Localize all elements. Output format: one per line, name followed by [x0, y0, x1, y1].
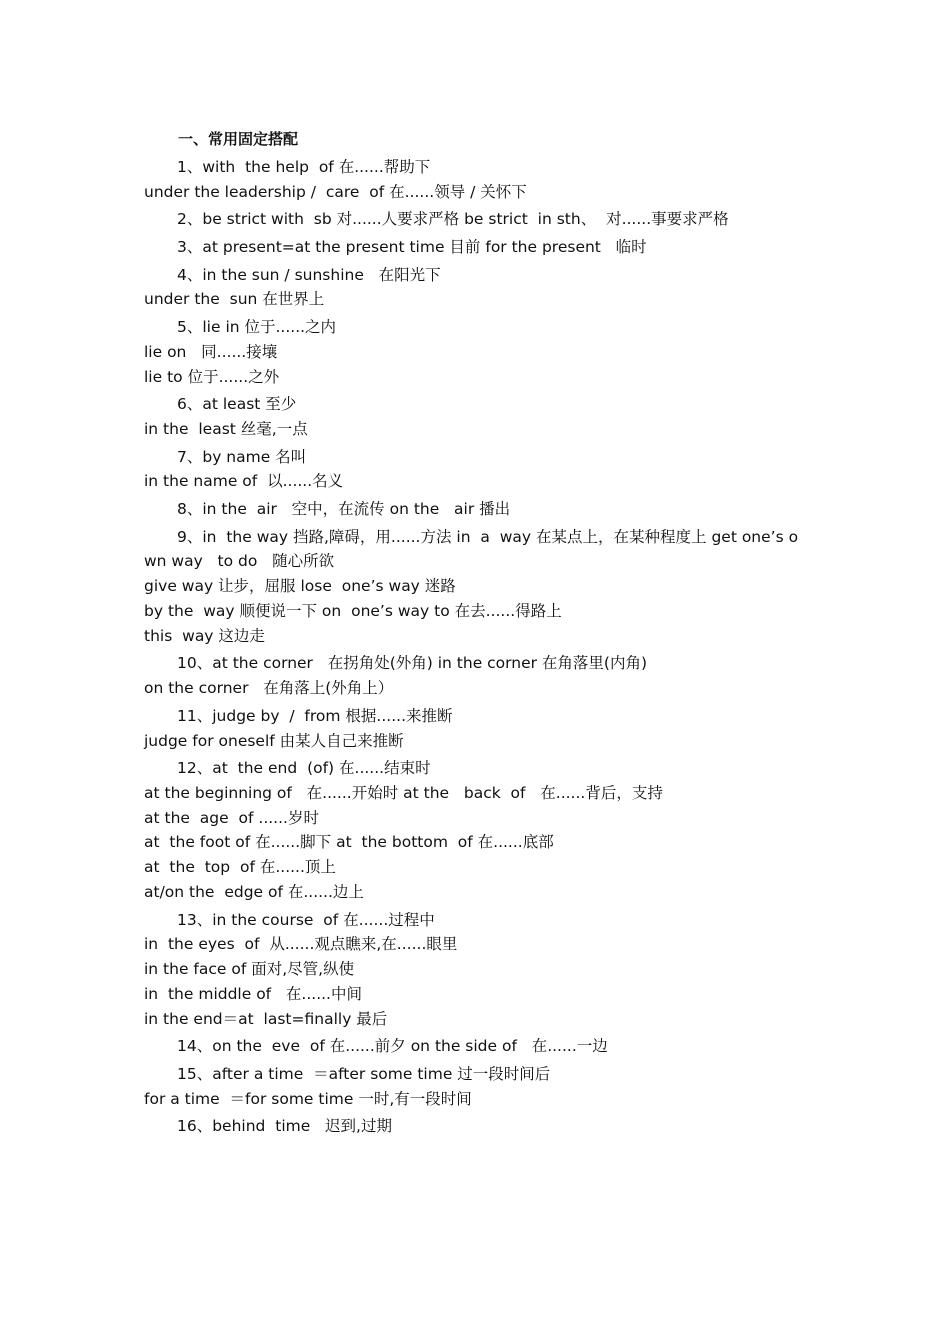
phrase-line: 16、behind time 迟到,过期 [177, 1117, 392, 1136]
phrase-line: 10、at the corner 在拐角处(外角) in the corner 在角落里(内角) [177, 654, 648, 673]
phrase-line: for a time ＝for some time 一时,有一段时间 [144, 1089, 472, 1108]
phrase-line: at/on the edge of 在......边上 [144, 883, 364, 902]
phrase-line: 5、lie in 位于......之内 [177, 317, 337, 336]
phrase-line: 3、at present=at the present time 目前 for the present 临时 [177, 237, 647, 256]
phrase-line: 9、in the way 挡路,障碍，用......方法 in a way 在某点上，在某种程度上 get one’s own way to do 随心所欲 [144, 527, 799, 571]
phrase-line: 12、at the end (of) 在......结束时 [177, 759, 431, 778]
phrase-line: at the top of 在......顶上 [144, 858, 336, 877]
phrase-line: in the face of 面对,尽管,纵使 [144, 960, 355, 979]
phrase-line: judge for oneself 由某人自己来推断 [144, 731, 404, 750]
phrase-line: 4、in the sun / sunshine 在阳光下 [177, 265, 441, 284]
phrase-line: 1、with the help of 在......帮助下 [177, 158, 431, 176]
phrase-line: 2、be strict with sb 对......人要求严格 be strict in sth、 对......事要求严格 [177, 210, 729, 229]
phrase-line: 8、in the air 空中，在流传 on the air 播出 [177, 499, 511, 518]
phrase-line: at the beginning of 在......开始时 at the back of 在......背后，支持 [144, 783, 663, 802]
phrase-line: 7、by name 名叫 [177, 447, 307, 466]
phrase-line: lie to 位于......之外 [144, 367, 280, 386]
phrase-line: in the end＝at last=finally 最后 [144, 1009, 388, 1028]
phrase-line: 14、on the eve of 在......前夕 on the side of 在......一边 [177, 1037, 608, 1056]
phrase-line: lie on 同......接壤 [144, 342, 278, 361]
phrase-line: this way 这边走 [144, 626, 265, 645]
phrase-list [144, 155, 808, 1139]
phrase-line: at the age of ......岁时 [144, 808, 319, 827]
phrase-line: 11、judge by / from 根据......来推断 [177, 706, 453, 725]
phrase-line: 6、at least 至少 [177, 395, 297, 414]
phrase-line: under the sun 在世界上 [144, 290, 325, 309]
section-heading: 一、常用固定搭配 [178, 130, 299, 148]
phrase-line: 13、in the course of 在......过程中 [177, 910, 435, 929]
phrase-line: in the middle of 在......中间 [144, 985, 362, 1004]
phrase-line: at the foot of 在......脚下 at the bottom of 在......底部 [144, 833, 554, 852]
phrase-line: give way 让步，屈服 lose one’s way 迷路 [144, 577, 456, 596]
phrase-line: in the eyes of 从......观点瞧来,在......眼里 [144, 935, 458, 954]
phrase-line: 15、after a time ＝after some time 过一段时间后 [177, 1065, 551, 1084]
phrase-line: in the least 丝毫,一点 [144, 419, 308, 438]
phrase-line: in the name of 以......名义 [144, 472, 344, 491]
phrase-line: under the leadership / care of 在......领导 / 关怀下 [144, 182, 527, 201]
phrase-line: by the way 顺便说一下 on one’s way to 在去......得路上 [144, 601, 562, 620]
phrase-line: on the corner 在角落上(外角上） [144, 679, 394, 698]
